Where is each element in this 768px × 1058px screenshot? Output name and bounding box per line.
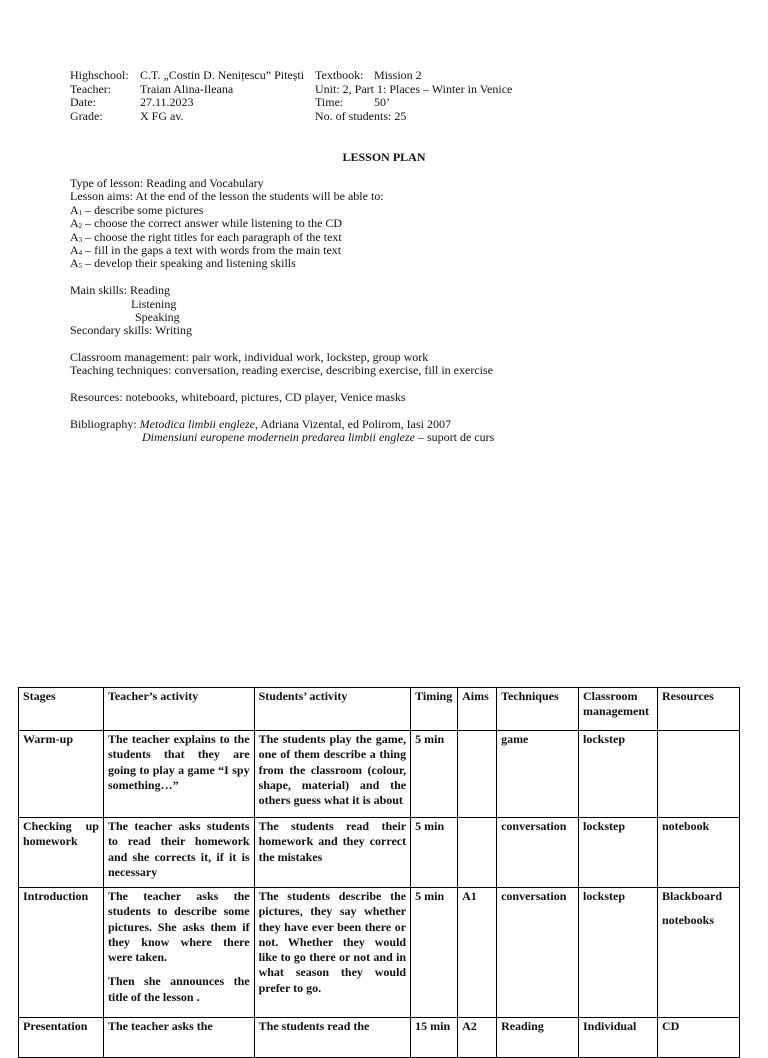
teacher-activity-cell: The teacher explains to the students that they are going to play a game “I spy something…” — [103, 731, 254, 818]
resources: Resources: notebooks, whiteboard, pictures, CD player, Venice masks — [70, 390, 406, 405]
table-header-row — [19, 688, 740, 731]
type-of-lesson: Type of lesson: Reading and Vocabulary — [70, 176, 264, 190]
aim-item: $A_1$ – describe some pictures — [70, 202, 204, 217]
techniques-cell: conversation — [497, 818, 579, 888]
resources-cell: notebook — [657, 818, 739, 888]
table-row — [19, 818, 740, 888]
resources-cell: CD — [657, 1018, 739, 1058]
skill-listening: Listening — [131, 296, 177, 311]
column-header: Timing — [411, 688, 458, 731]
management-cell: lockstep — [579, 731, 658, 818]
management-cell: Individual — [579, 1018, 658, 1058]
timing-cell: 5 min — [411, 888, 458, 1018]
column-header: Techniques — [497, 688, 579, 731]
header-row — [70, 83, 512, 97]
aims-cell: A1 — [458, 888, 497, 1018]
page-title: LESSON PLAN — [342, 150, 426, 164]
column-header: Aims — [458, 688, 497, 731]
management-cell: lockstep — [579, 818, 658, 888]
header-value: Unit: 2, Part 1: Places – Winter in Venice — [315, 81, 513, 96]
column-header: Teacher’s activity — [103, 688, 254, 731]
teacher-activity-cell: The teacher asks students to read their homework and she corrects it, if it is necessary — [103, 818, 254, 888]
table-row — [19, 888, 740, 1018]
header-value: Traian Alina-Ileana — [140, 81, 234, 96]
header-value: 50’ — [374, 95, 390, 109]
teacher-activity-cell: The teacher asks the — [103, 1018, 254, 1058]
techniques-cell: Reading — [497, 1018, 579, 1058]
techniques-cell: conversation — [497, 888, 579, 1018]
column-header: Classroom management — [579, 688, 658, 731]
header-row — [70, 96, 512, 110]
skill-speaking: Speaking — [135, 309, 180, 324]
teaching-techniques: Teaching techniques: conversation, reading exercise, describing exercise, fill in exercise — [70, 363, 493, 378]
aims-cell — [458, 731, 497, 818]
stage-cell: Presentation — [19, 1018, 104, 1058]
timing-cell: 5 min — [411, 818, 458, 888]
header-value: C.T. „Costin D. Nenițescu” Pitești — [140, 68, 305, 82]
resources-cell: Blackboard notebooks — [657, 888, 739, 1018]
secondary-skills: Secondary skills: Writing — [70, 323, 192, 338]
header-row — [70, 110, 512, 124]
aim-item: $A_5$ – develop their speaking and listening skills — [70, 256, 296, 271]
header-label: Time: — [315, 95, 344, 109]
classroom-management: Classroom management: pair work, individual work, lockstep, group work — [70, 350, 429, 365]
bibliography-1: Bibliography: Metodica limbii engleze, Adriana Vizental, ed Polirom, Iasi 2007 — [70, 417, 452, 432]
column-header: Students’ activity — [254, 688, 411, 731]
students-activity-cell: The students read their homework and they correct the mistakes — [254, 818, 411, 888]
students-activity-cell: The students play the game, one of them describe a thing from the classroom (colour, shape, material) and the others guess what it is about — [254, 731, 411, 818]
teacher-activity-cell: The teacher asks the students to describe some pictures. She asks them if they know where there were taken. Then she announces the title of the lesson . — [103, 888, 254, 1018]
table-row — [19, 731, 740, 818]
students-activity-cell: The students read the — [254, 1018, 411, 1058]
aim-item: $A_2$ – choose the correct answer while listening to the CD — [70, 216, 343, 231]
stage-cell: Warm-up — [19, 731, 104, 818]
students-activity-cell: The students describe the pictures, they say whether they have ever been there or not. Whether they would like to go there or not and in what season they would prefer to go. — [254, 888, 411, 1018]
resources-cell — [657, 731, 739, 818]
header-label: Teacher: — [70, 81, 112, 96]
aims-cell — [458, 818, 497, 888]
header-row — [70, 69, 512, 83]
column-header: Resources — [657, 688, 739, 731]
column-header: Stages — [19, 688, 104, 731]
header-label: Grade: — [70, 108, 103, 123]
header-value: X FG av. — [140, 108, 184, 123]
timing-cell: 15 min — [411, 1018, 458, 1058]
header-label: Date: — [70, 95, 96, 109]
lesson-aims-intro: Lesson aims: At the end of the lesson the students will be able to: — [70, 189, 384, 204]
bibliography-2: Dimensiuni europene modernein predarea limbii engleze – suport de curs — [142, 430, 495, 445]
stage-cell: Checking up homework — [19, 818, 104, 888]
header-value: No. of students: 25 — [315, 108, 407, 123]
timing-cell: 5 min — [411, 731, 458, 818]
header-value: Mission 2 — [374, 68, 422, 82]
header-label: Highschool: — [70, 68, 129, 82]
lesson-details — [70, 177, 710, 445]
main-skills: Main skills: Reading — [70, 283, 170, 298]
header-label: Textbook: — [315, 68, 364, 82]
management-cell: lockstep — [579, 888, 658, 1018]
header-info — [70, 69, 512, 123]
aims-cell: A2 — [458, 1018, 497, 1058]
lesson-plan-table — [18, 687, 740, 1058]
aim-item: $A_3$ – choose the right titles for each paragraph of the text — [70, 229, 342, 244]
aim-item: $A_4$ – fill in the gaps a text with words from the main text — [70, 242, 342, 257]
header-value: 27.11.2023 — [140, 95, 194, 109]
techniques-cell: game — [497, 731, 579, 818]
stage-cell: Introduction — [19, 888, 104, 1018]
